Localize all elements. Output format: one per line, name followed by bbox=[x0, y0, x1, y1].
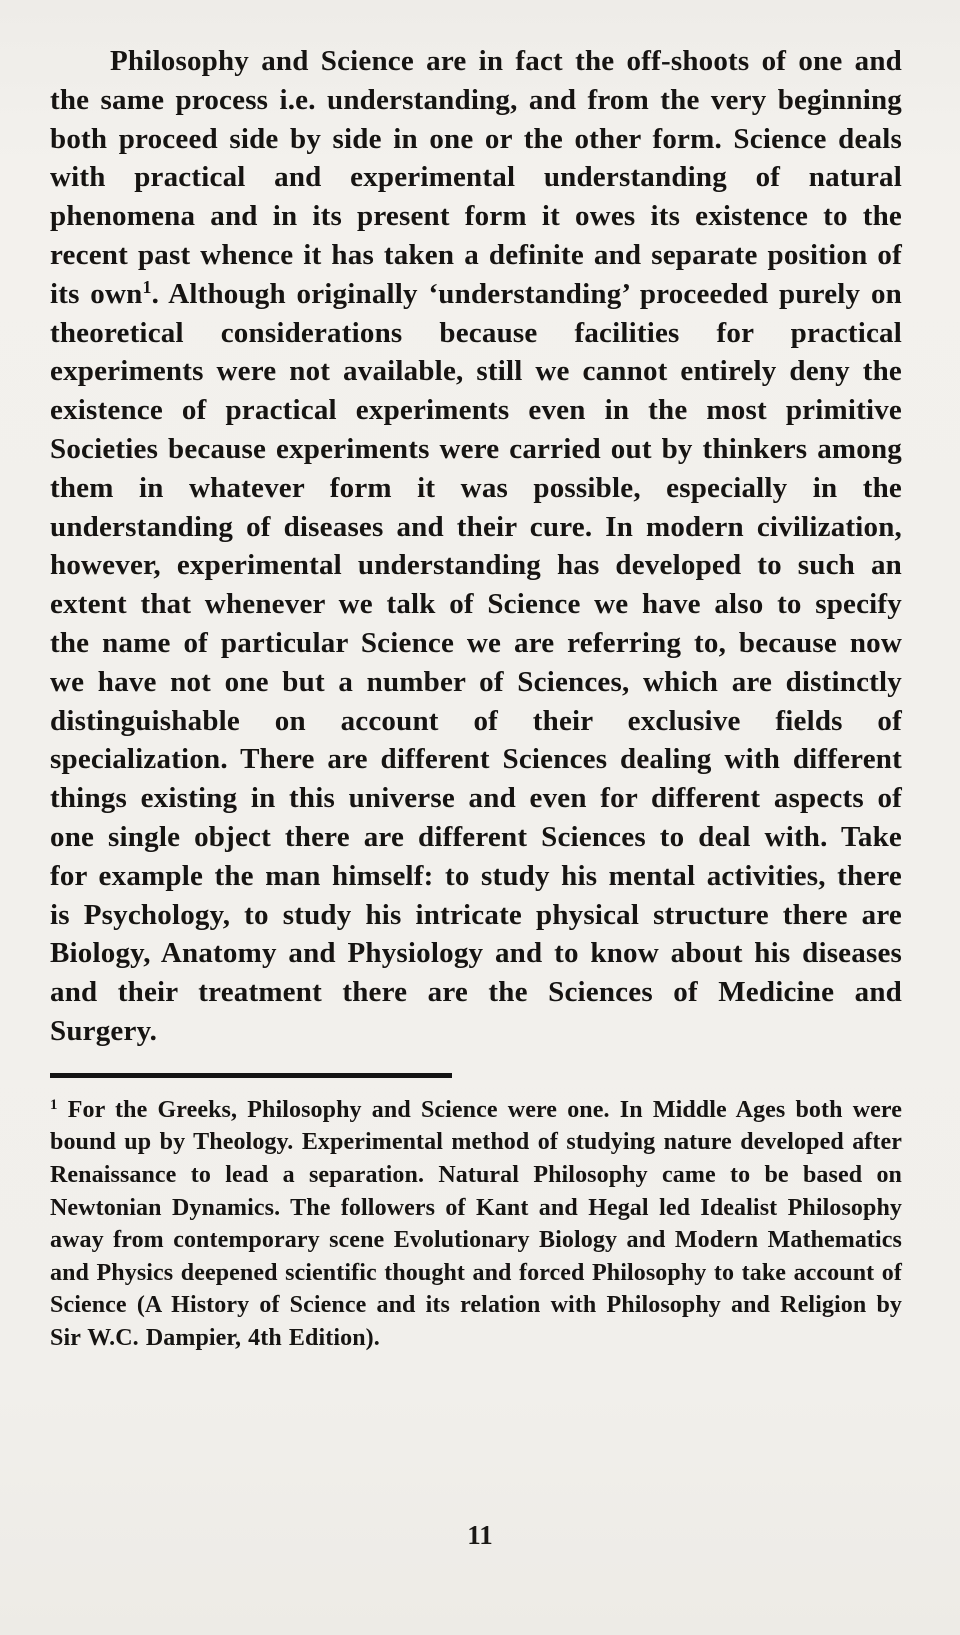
footnote-reference-marker: 1 bbox=[142, 276, 152, 297]
footnote-text: For the Greeks, Philosophy and Science were one. In Middle Ages both were bound up by Theology. Experimental method of studying nature developed after Renaissance to lead a separation. Natural Philosophy came to be based on Newtonian Dynamics. The followers of Kant and Hegal led Idealist Philosophy away from contemporary scene Evolutionary Biology and Modern Mathematics and Physics deepened scientific thought and forced Philosophy to take account of Science (A History of Science and its relation with Philosophy and Religion by Sir W.C. Dampier, 4th Edition). bbox=[50, 1096, 902, 1351]
page-number: 11 bbox=[467, 1520, 493, 1550]
footnote-marker: 1 bbox=[50, 1096, 58, 1113]
body-text-before-footnote-ref: Philosophy and Science are in fact the off-shoots of one and the same process i.e. understanding, and from the very beginning both proceed side by side in one or the other form. Science deals with practical and experimental understanding of natural phenomena and in its present form it owes its existence to the recent past whence it has taken a definite and separate position of its own bbox=[50, 45, 902, 310]
body-text-after-footnote-ref: . Although originally ‘understanding’ proceeded purely on theoretical considerations because facilities for practical experiments were not available, still we cannot entirely deny the existence of practical experiments even in the most primitive Societies because experiments were carried out by thinkers among them in whatever form it was possible, especially in the understanding of diseases and their cure. In modern civilization, however, experimental understanding has developed to such an extent that whenever we talk of Science we have also to specify the name of particular Science we are referring to, because now we have not one but a number of Sciences, which are distinctly distinguishable on account of their exclusive fields of specialization. There are different Sciences dealing with different things existing in this universe and even for different aspects of one single object there are different Sciences to deal with. Take for example the man himself: to study his mental activities, there is Psychology, to study his intricate physical structure there are Biology, Anatomy and Physiology and to know about his diseases and their treatment there are the Sciences of Medicine and Surgery. bbox=[50, 277, 902, 1047]
footnote bbox=[50, 1094, 902, 1355]
body-paragraph bbox=[50, 42, 902, 1051]
footnote-separator-rule bbox=[50, 1073, 452, 1078]
